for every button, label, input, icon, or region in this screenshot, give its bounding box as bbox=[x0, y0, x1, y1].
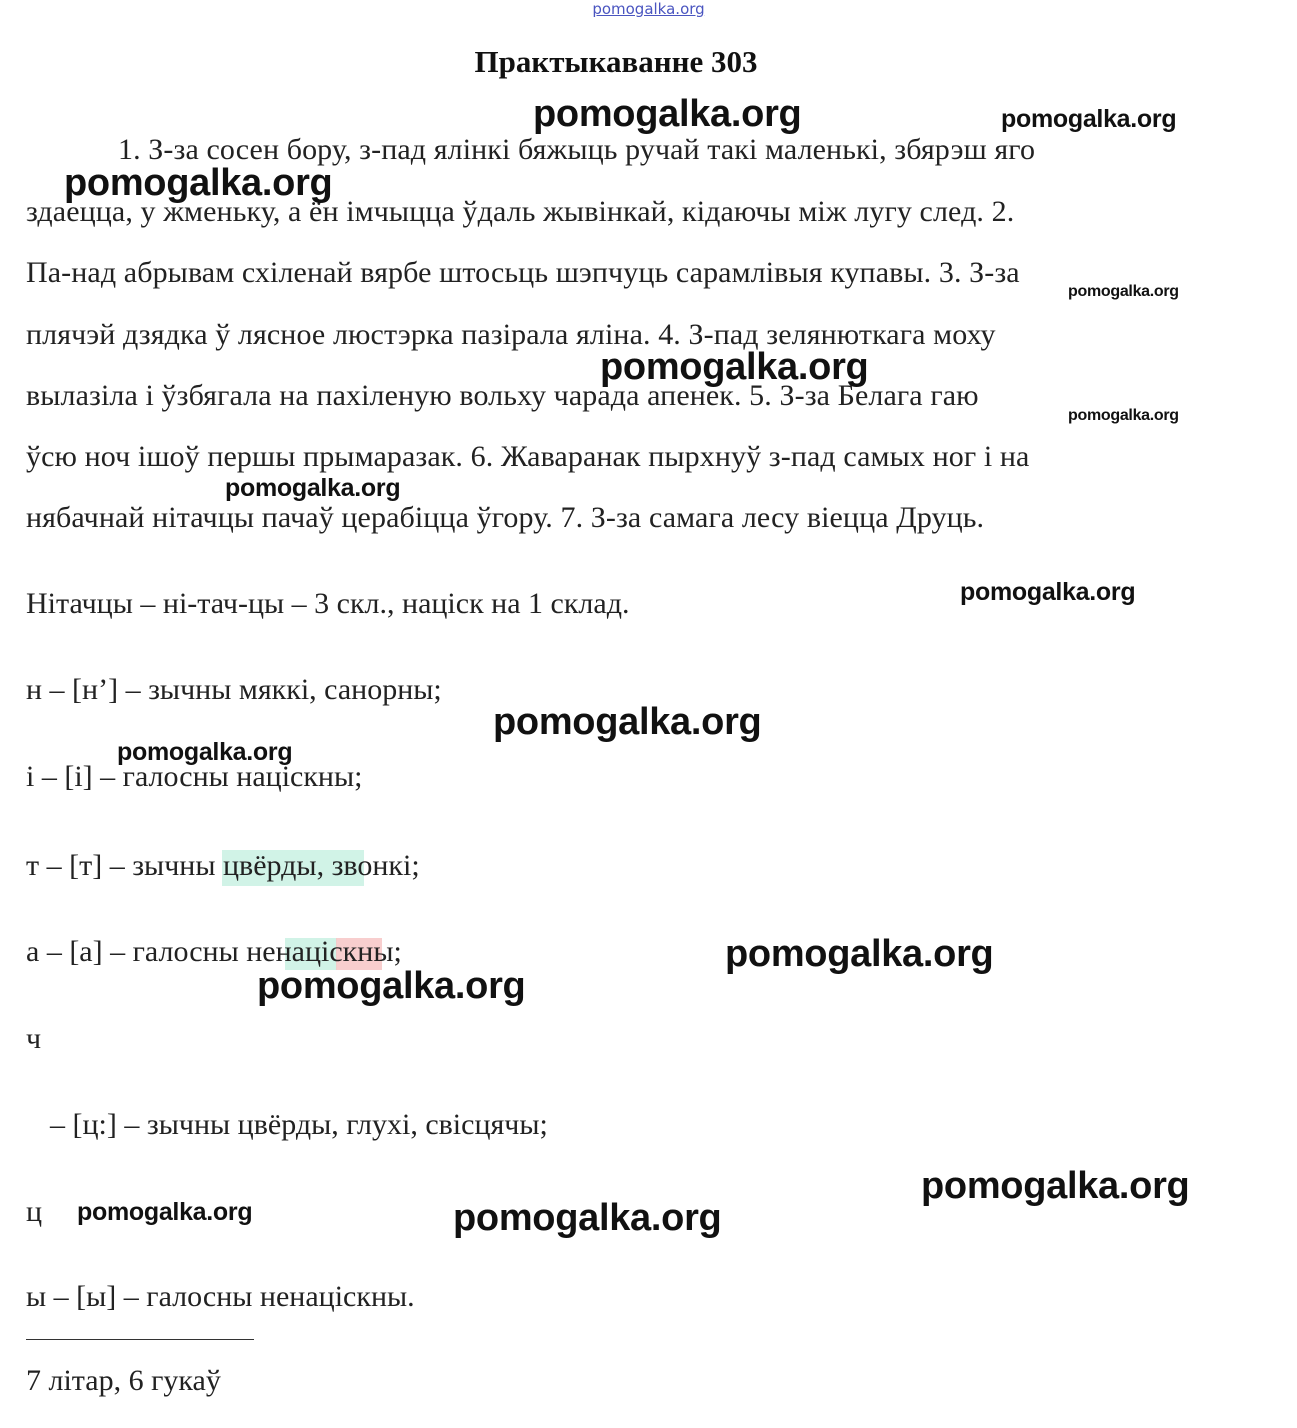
phoneme-line: н – [н’] – зычны мяккі, санорны; bbox=[26, 673, 442, 706]
watermark: pomogalka.org bbox=[1068, 283, 1179, 300]
watermark: pomogalka.org bbox=[1068, 407, 1179, 424]
watermark: pomogalka.org bbox=[533, 93, 802, 135]
paragraph-line-4: плячэй дзядка ў лясное люстэрка пазірала яліна. 4. З-пад зелянюткага моху bbox=[26, 318, 996, 351]
divider bbox=[26, 1339, 254, 1340]
phoneme-line: а – [а] – галосны ненацiскны; bbox=[26, 935, 402, 968]
watermark: pomogalka.org bbox=[225, 474, 401, 502]
watermark: pomogalka.org bbox=[77, 1198, 253, 1226]
phoneme-line: ч bbox=[26, 1022, 42, 1055]
watermark: pomogalka.org bbox=[117, 738, 293, 766]
paragraph-line-6: ўсю ноч ішоў першы прымаразак. 6. Жаваранак пырхнуў з-пад самых ног і на bbox=[26, 440, 1030, 473]
word-analysis-line: Нітачцы – ні-тач-цы – 3 скл., націск на 1 склад. bbox=[26, 587, 630, 620]
phoneme-line: ы – [ы] – галосны ненацiскны. bbox=[26, 1280, 415, 1313]
phoneme-line: т – [т] – зычны цвёрды, звонкі; bbox=[26, 849, 420, 882]
watermark: pomogalka.org bbox=[921, 1165, 1190, 1207]
paragraph-line-3: Па-над абрывам схіленай вярбе штосьць шэпчуць сарамлівыя купавы. 3. З-за bbox=[26, 256, 1020, 289]
paragraph-line-5: вылазіла і ўзбягала на пахіленую вольху чарада апенек. 5. З-за Белага гаю bbox=[26, 379, 979, 412]
paragraph-line-2: здаецца, у жменьку, а ён імчыцца ўдаль жывінкай, кідаючы між лугу след. 2. bbox=[26, 195, 1015, 228]
phoneme-line: і – [і] – галосны націскны; bbox=[26, 760, 363, 793]
watermark: pomogalka.org bbox=[960, 578, 1136, 606]
watermark: pomogalka.org bbox=[64, 162, 333, 204]
paragraph-line-7: нябачнай нітачцы пачаў церабіцца ўгору. 7. З-за самага лесу віецца Друць. bbox=[26, 501, 985, 534]
site-link[interactable]: pomogalka.org bbox=[592, 0, 705, 18]
watermark: pomogalka.org bbox=[493, 701, 762, 743]
watermark: pomogalka.org bbox=[1001, 105, 1177, 133]
summary-line: 7 літар, 6 гукаў bbox=[26, 1364, 221, 1397]
page-title: Практыкаванне 303 bbox=[474, 44, 758, 79]
phoneme-line: ц bbox=[26, 1195, 43, 1228]
watermark: pomogalka.org bbox=[257, 965, 526, 1007]
phoneme-line: – [ц:] – зычны цвёрды, глухі, свісцячы; bbox=[50, 1108, 548, 1141]
watermark: pomogalka.org bbox=[725, 933, 994, 975]
watermark: pomogalka.org bbox=[600, 346, 869, 388]
paragraph-line-1: 1. З-за сосен бору, з-пад ялінкі бяжыць ручай такі маленькі, збярэш яго bbox=[118, 133, 1036, 166]
watermark: pomogalka.org bbox=[453, 1197, 722, 1239]
